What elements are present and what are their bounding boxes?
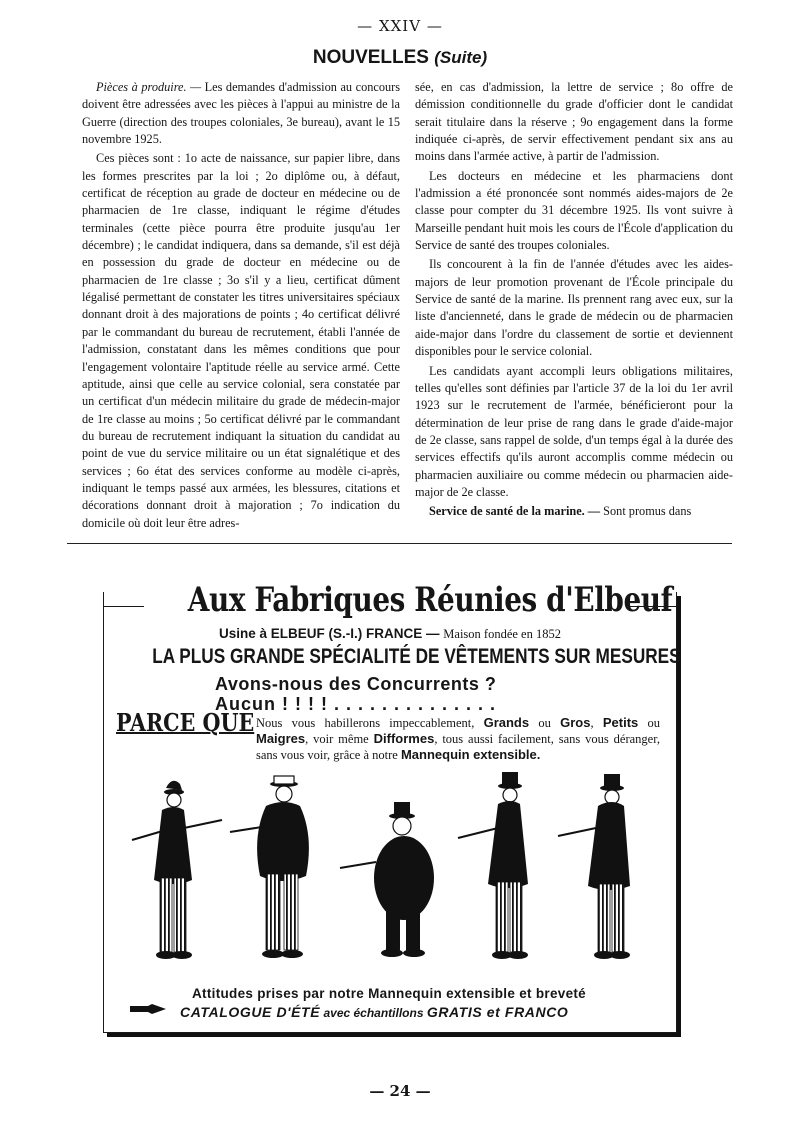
- ad-promise-bold: Petits: [602, 715, 639, 730]
- ad-promise: [256, 715, 660, 763]
- ad-answer: Aucun ! ! ! ! . . . . . . . . . . . . . .: [215, 694, 497, 714]
- article-right-column: [415, 79, 733, 521]
- section-title: [0, 47, 800, 69]
- ad-frame-top-left: [103, 606, 144, 607]
- figure-slim-man: [132, 781, 222, 959]
- section-title-suffix: (Suite): [434, 48, 488, 67]
- paragraph: [82, 79, 400, 148]
- ad-promise-bold: Grands: [483, 715, 530, 730]
- figure-tall-man: [458, 772, 528, 959]
- paragraph: Les candidats ayant accompli leurs obligations militaires, telles qu'elles sont définies par l'article 37 de la loi du 1er avril 1923 sur le recrutement de l'armée, bénéficieront pour la détermination de leur prise de rang dans le grade d'aide-major de 2e classe, sans rappel de solde, d'un temps égal à la durée des services effectifs qu'ils auront accomplis comme médecin ou pharmacien auxiliaire ou comme médecin ou pharmacien aide-major de 2e classe.: [415, 363, 733, 499]
- ad-promise-bold: Difformes: [373, 731, 435, 746]
- figure-hunched-man: [558, 774, 630, 959]
- paragraph: sée, en cas d'admission, la lettre de service ; 8o offre de démission conditionnelle du grade d'officier dont le candidat serait titulaire dans la réserve ; 9o engagement dans la forme indiquée ci-après, de servir effectivement pendant six ans au moins dans l'armée active, à partir de l'admission.: [415, 80, 733, 164]
- roman-page-number: — XXIV —: [357, 17, 443, 35]
- ad-catalogue-end: GRATIS et FRANCO: [426, 1004, 569, 1020]
- paragraph: [415, 503, 733, 520]
- paragraph-lead: Pièces à produire. —: [96, 80, 202, 94]
- section-divider: [67, 543, 732, 544]
- ad-promise-bold: Maigres: [256, 731, 306, 746]
- paragraph: Ils concourent à la fin de l'année d'études avec les aides-majors de leur promotion provenant de l'École principale du Service de santé de la marine. Ils prennent rang avec eux, sur la liste d'ancienneté, dans le grade de médecin ou de pharmacien aide-major dans l'ordre du classement de sortie et deviennent disponibles pour le service colonial.: [415, 257, 733, 359]
- ad-specialty: LA PLUS GRANDE SPÉCIALITÉ DE VÊTEMENTS SUR MESURES: [152, 645, 681, 668]
- ad-mannequin-figures: [110, 770, 670, 982]
- ad-caption: Attitudes prises par notre Mannequin extensible et breveté: [192, 986, 586, 1001]
- ad-promise-part: ,: [590, 716, 603, 730]
- ad-catalogue-small: avec échantillons: [320, 1006, 427, 1020]
- ad-promise-part: , tous aussi facilement, sans vous déranger, sans vous voir, grâce à notre: [256, 732, 660, 762]
- paragraph: Ces pièces sont : 1o acte de naissance, sur papier libre, dans les formes prescrites par la loi ; 2o diplôme ou, à défaut, certificat de réception au grade de docteur en médecine ou de pharmacien de 1re classe, indiquant le régime d'études terminales (cette pièce pourra être produite jusqu'au 1er décembre) ; le candidat indiquera, dans sa demande, s'il est déjà en possession du grade de docteur en médecine ou de pharmacien de 1re classe ; 3o s'il y a lieu, certificat dûment légalisé permettant de constater les titres universitaires spéciaux donnant droit à des majorations de points ; 4o certificat délivré par le commandant du bureau de recrutement, établi l'année de l'admission, constatant dans les mêmes conditions que pour l'engagement volontaire l'aptitude réelle au service armé. Cette aptitude, ainsi que celle au service colonial, sera constatée par un certificat d'un médecin militaire du grade de médecin-major de 1re classe au moins ; 5o certificat délivré par le commandant du bureau de recrutement indiquant la situation du candidat au point de vue du service militaire ou un état signalétique et des services ; 6o état des services conforme au modèle ci-après, indiquant le temps passé aux armées, les blessures, citations et décorations donnant droit à majoration ; 7o indication du domicile où doit leur être adres-: [82, 151, 400, 530]
- paragraph: Les docteurs en médecine et les pharmaciens dont l'admission a été prononcée sont nommés aides-majors de 2e classe pour compter du 31 décembre 1925. Ils vont suivre à Marseille pendant huit mois les cours de l'École d'application du Service de santé des troupes coloniales.: [415, 168, 733, 253]
- ad-promise-part: ou: [638, 716, 661, 730]
- figure-round-man: [340, 802, 434, 957]
- paragraph-lead: Service de santé de la marine. —: [429, 504, 601, 519]
- ad-catalogue-main: CATALOGUE D'ÉTÉ: [180, 1004, 321, 1020]
- ad-factory: Usine à ELBEUF (S.-I.) FRANCE —: [219, 626, 440, 641]
- paragraph-text: Sont promus dans: [600, 504, 692, 519]
- ad-founded: Maison fondée en 1852: [443, 627, 561, 641]
- section-title-text: NOUVELLES: [312, 47, 429, 68]
- article-left-column: [82, 79, 400, 532]
- ad-catalogue-line: [180, 1004, 568, 1020]
- ad-promise-part: Nous vous habillerons impeccablement,: [256, 716, 484, 730]
- ad-promise-bold: Gros: [560, 715, 591, 730]
- ad-title: Aux Fabriques Réunies d'Elbeuf: [187, 580, 673, 620]
- ad-parce-que: PARCE QUE: [116, 708, 255, 737]
- ad-promise-part: ou: [529, 716, 561, 730]
- ad-promise-bold: Mannequin extensible.: [400, 747, 541, 762]
- page-number: — 24 —: [369, 1082, 431, 1100]
- ad-factory-line: [110, 626, 670, 642]
- ad-promise-part: , voir même: [305, 732, 374, 746]
- figure-stout-man: [230, 776, 309, 958]
- ad-question: Avons-nous des Concurrents ?: [215, 674, 497, 694]
- paragraph-text: Les demandes d'admission au concours doivent être adressées avec les pièces à l'appui au ministre de la Guerre (direction des troupes coloniales, 3e bureau), avant le 15 novembre 1925.: [82, 80, 400, 147]
- pointing-hand-icon: [128, 1003, 168, 1017]
